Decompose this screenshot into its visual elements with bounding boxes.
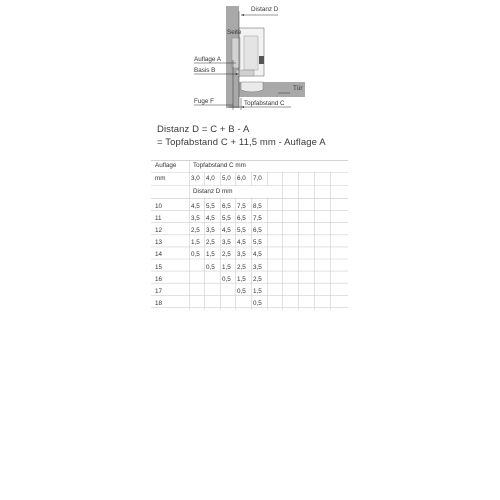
distanz-value: 0,5 xyxy=(237,287,246,295)
distanz-value: 2,5 xyxy=(222,251,231,259)
distanz-value: 0,5 xyxy=(222,275,231,283)
distanz-value: 1,5 xyxy=(191,239,200,247)
row-auflage: 11 xyxy=(155,215,162,223)
row-auflage: 17 xyxy=(155,287,163,295)
distanz-value: 1,5 xyxy=(222,263,231,271)
row-auflage: 18 xyxy=(155,299,163,307)
formula-line-2: = Topfabstand C + 11,5 mm - Auflage A xyxy=(157,137,326,148)
subheader-distanz: Distanz D mm xyxy=(193,188,233,195)
label-seite: Seite xyxy=(227,29,242,36)
distanz-value: 3,5 xyxy=(222,239,231,247)
label-distanz-d: Distanz D xyxy=(251,6,279,13)
distanz-value: 7,5 xyxy=(237,203,246,210)
distanz-value: 6,5 xyxy=(237,215,246,223)
distanz-value: 1,5 xyxy=(253,287,262,295)
distanz-value: 4,5 xyxy=(253,251,262,259)
distanz-value: 4,5 xyxy=(237,239,246,247)
distanz-value: 5,5 xyxy=(222,215,231,223)
distanz-value: 8,5 xyxy=(253,203,262,210)
distanz-value: 2,5 xyxy=(253,275,262,283)
topfabstand-value: 5,0 xyxy=(222,175,231,182)
formula-line-1: Distanz D = C + B - A xyxy=(157,124,250,135)
topfabstand-value: 3,0 xyxy=(191,175,200,182)
label-tuer: Tür xyxy=(293,85,303,92)
distanz-value: 3,5 xyxy=(191,215,200,223)
distanz-value: 1,5 xyxy=(237,275,246,283)
distanz-value: 6,5 xyxy=(222,203,231,210)
topfabstand-value: 6,0 xyxy=(237,175,246,182)
distanz-value: 3,5 xyxy=(253,263,262,271)
distanz-value: 2,5 xyxy=(237,263,246,271)
table-grid xyxy=(151,160,348,310)
label-basis-b: Basis B xyxy=(194,67,216,74)
distanz-value: 3,5 xyxy=(206,227,215,235)
distanz-value: 2,5 xyxy=(191,227,200,235)
distanz-value: 5,5 xyxy=(253,239,262,247)
distanz-value: 0,5 xyxy=(191,251,200,259)
header-auflage: Auflage xyxy=(155,162,177,169)
row-auflage: 14 xyxy=(155,251,163,259)
header-mm: mm xyxy=(155,175,166,182)
row-auflage: 13 xyxy=(155,239,163,247)
row-auflage: 12 xyxy=(155,227,163,235)
distanz-value: 2,5 xyxy=(206,239,215,247)
distanz-value: 4,5 xyxy=(206,215,215,223)
hinge-diagram xyxy=(0,0,500,115)
distanz-value: 7,5 xyxy=(253,215,262,223)
distanz-value: 4,5 xyxy=(222,227,231,235)
distanz-value: 0,5 xyxy=(253,299,262,307)
topfabstand-value: 7,0 xyxy=(253,175,262,182)
distanz-value: 6,5 xyxy=(253,227,262,235)
header-topfabstand: Topfabstand C mm xyxy=(193,162,246,169)
distanz-value: 1,5 xyxy=(206,251,215,259)
row-auflage: 10 xyxy=(155,203,163,210)
distance-table xyxy=(151,160,348,310)
distanz-value: 0,5 xyxy=(206,263,215,271)
distanz-value: 3,5 xyxy=(237,251,246,259)
distanz-value: 5,5 xyxy=(237,227,246,235)
label-fuge-f: Fuge F xyxy=(194,98,214,105)
hinge-cup xyxy=(241,82,263,92)
label-auflage-a: Auflage A xyxy=(194,56,221,63)
row-auflage: 16 xyxy=(155,275,163,283)
label-topfabstand-c: Topfabstand C xyxy=(244,100,285,107)
distanz-value: 4,5 xyxy=(191,203,200,210)
row-auflage: 15 xyxy=(155,263,163,271)
distanz-value: 5,5 xyxy=(206,203,215,210)
topfabstand-value: 4,0 xyxy=(206,175,215,182)
